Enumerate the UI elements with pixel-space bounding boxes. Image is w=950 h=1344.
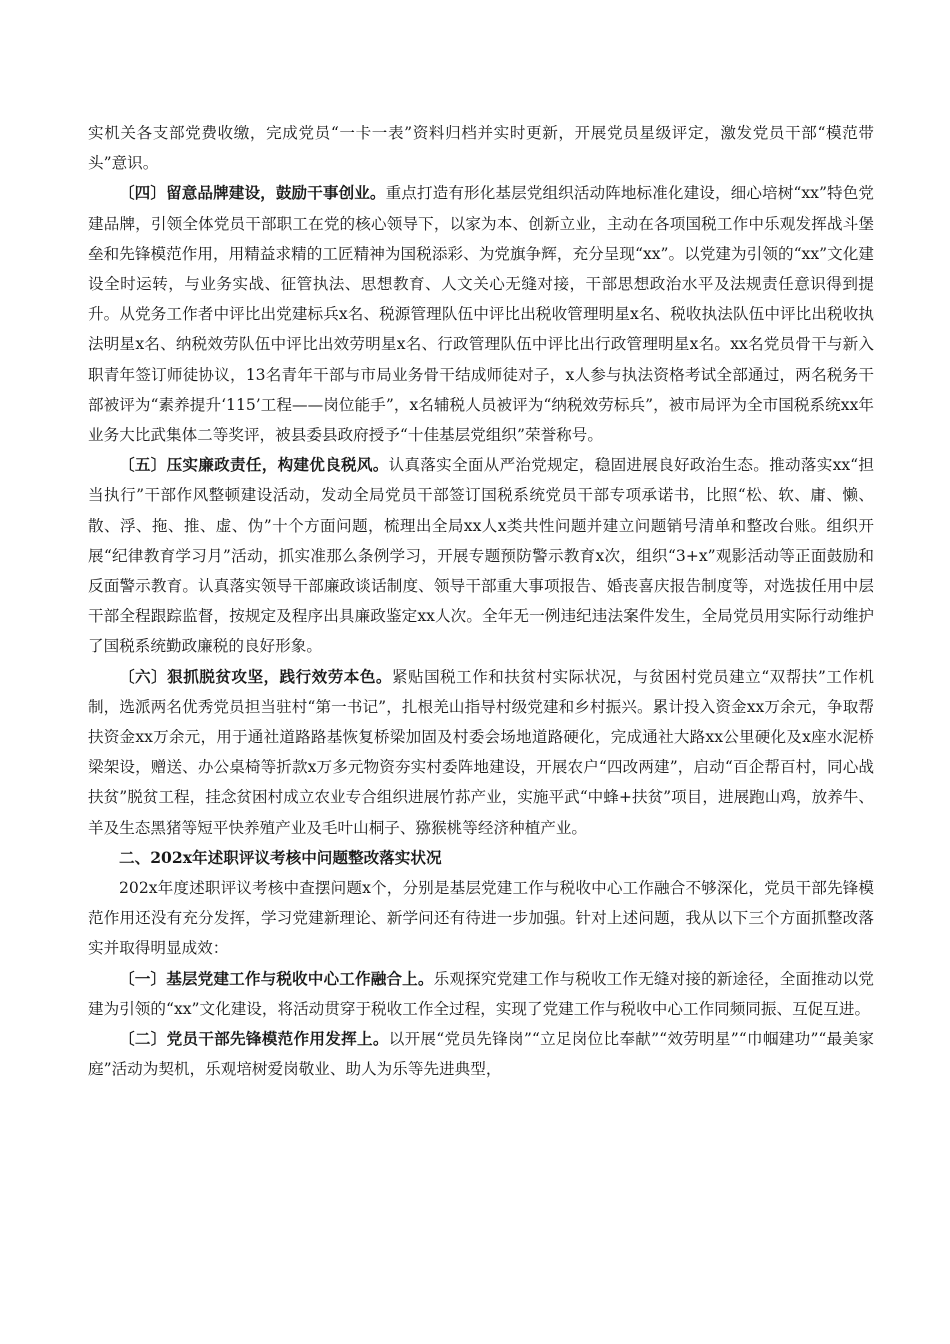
paragraph-body: 以开展“党员先锋岗”“立足岗位比奉献”“效劳明星”“巾帼建功”“最美家庭”活动为契机，乐观培树爱岗敬业、助人为乐等先进典型， xyxy=(88,1030,874,1079)
paragraph-body: 认真落实全面从严治党规定，稳固进展良好政治生态。推动落实xx“担当执行”干部作风整顿建设活动，发动全局党员干部签订国税系统党员干部专项承诺书，比照“松、软、庸、懒、散、浮、拖、推、虚、伪”十个方面问题，梳理出全局xx人x类共性问题并建立问题销号清单和整改台账。组织开展“纪律教育学习月”活动，抓实准那么条例学习，开展专题预防警示教育x次，组织“3+x”观影活动等正面鼓励和反面警示教育。认真落实领导干部廉政谈话制度、领导干部重大事项报告、婚丧喜庆报告制度等，对选拔任用中层干部全程跟踪监督，按规定及程序出具廉政鉴定xx人次。全年无一例违纪违法案件发生，全局党员用实际行动维护了国税系统勤政廉税的良好形象。 xyxy=(88,456,874,656)
paragraph-body: 重点打造有形化基层党组织活动阵地标准化建设，细心培树“xx”特色党建品牌，引领全体党员干部职工在党的核心领导下，以家为本、创新立业，主动在各项国税工作中乐观发挥战斗堡垒和先锋模范作用，用精益求精的工匠精神为国税添彩、为党旗争辉，充分呈现“xx”。以党建为引领的“xx”文化建设全时运转，与业务实战、征管执法、思想教育、人文关心无缝对接，干部思想政治水平及法规责任意识得到提升。从党务工作者中评比出党建标兵x名、税源管理队伍中评比出税收管理明星x名、税收执法队伍中评比出税收执法明星x名、纳税效劳队伍中评比出效劳明星x名、行政管理队伍中评比出行政管理明星x名。xx名党员骨干与新入职青年签订师徒协议，13名青年干部与市局业务骨干结成师徒对子，x人参与执法资格考试全部通过，两名税务干部被评为“素养提升‘115’工程——岗位能手”，x名辅税人员被评为“纳税效劳标兵”，被市局评为全市国税系统xx年业务大比武集体二等奖评，被县委县政府授予“十佳基层党组织”荣誉称号。 xyxy=(88,184,874,445)
paragraph-heading: 〔四〕留意品牌建设，鼓励干事创业。 xyxy=(119,183,386,203)
paragraph-body: 乐观探究党建工作与税收工作无缝对接的新途径，全面推动以党建为引领的“xx”文化建设，将活动贯穿于税收工作全过程，实现了党建工作与税收中心工作同频同振、互促互进。 xyxy=(88,969,874,1018)
paragraph-heading: 〔二〕党员干部先锋模范作用发挥上。 xyxy=(119,1029,389,1049)
section-title: 二、202x年述职评议考核中问题整改落实状况 xyxy=(119,847,442,867)
paragraph-body: 紧贴国税工作和扶贫村实际状况，与贫困村党员建立“双帮扶”工作机制，选派两名优秀党员担当驻村“第一书记”，扎根羌山指导村级党建和乡村振兴。累计投入资金xx万余元，争取帮扶资金xx万余元，用于通社道路路基恢复桥梁加固及村委会场地道路硬化，完成通社大路xx公里硬化及x座水泥桥梁架设，赠送、办公桌椅等折款x万多元物资夯实村委阵地建设，开展农户“四改两建”，启动“百企帮百村，同心战扶贫”脱贫工程，挂念贫困村成立农业专合组织进展竹荪产业，实施平武“中蜂+扶贫”项目，进展跑山鸡，放养牛、羊及生态黑猪等短平快养殖产业及毛叶山桐子、猕猴桃等经济种植产业。 xyxy=(88,667,874,837)
paragraph-vanguard-role xyxy=(88,1024,874,1084)
paragraph-issues-summary: 202x年度述职评议考核中查摆问题x个，分别是基层党建工作与税收中心工作融合不够深化，党员干部先锋模范作用还没有充分发挥，学习党建新理论、新学问还有待进一步加强。针对上述问题，我从以下三个方面抓整改落实并取得明显成效： xyxy=(88,879,874,958)
paragraph-party-dues: 实机关各支部党费收缴，完成党员“一卡一表”资料归档并实时更新，开展党员星级评定，激发党员干部“模范带头”意识。 xyxy=(88,124,874,173)
paragraph-integration xyxy=(88,964,874,1024)
paragraph-heading: 〔一〕基层党建工作与税收中心工作融合上。 xyxy=(119,968,434,988)
paragraph-heading: 〔五〕压实廉政责任，构建优良税风。 xyxy=(119,455,389,475)
paragraph-poverty-alleviation xyxy=(88,662,874,843)
paragraph-integrity xyxy=(88,450,874,661)
paragraph-brand-building xyxy=(88,178,874,450)
paragraph-heading: 〔六〕狠抓脱贫攻坚，践行效劳本色。 xyxy=(119,666,392,686)
document-page xyxy=(88,118,874,1085)
